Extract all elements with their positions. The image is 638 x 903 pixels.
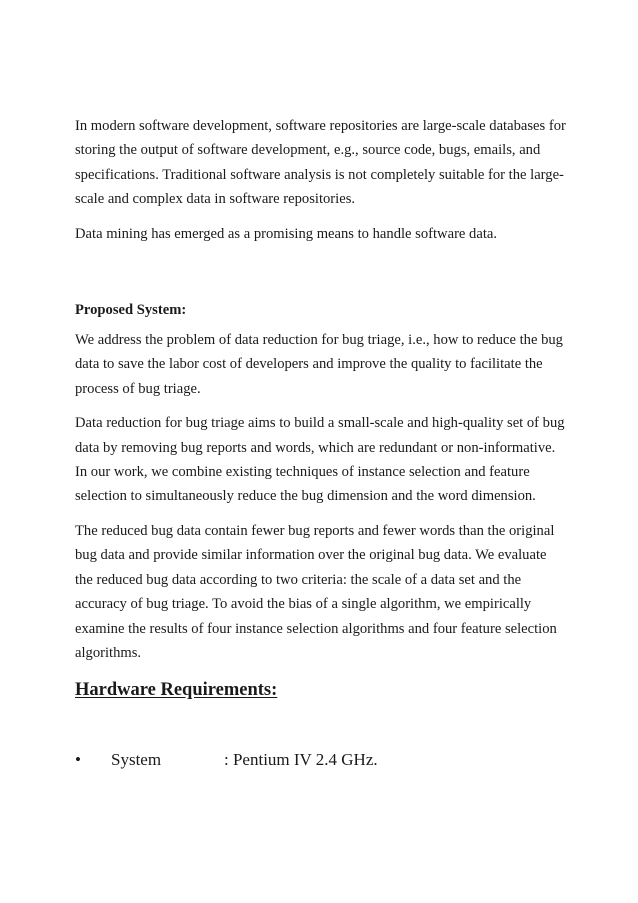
requirement-value: : Pentium IV 2.4 GHz. xyxy=(224,750,378,770)
proposed-system-heading: Proposed System: xyxy=(75,302,187,319)
section-spacer xyxy=(75,702,567,748)
requirement-label: System xyxy=(111,750,162,770)
intro-paragraph-2: Data mining has emerged as a promising means to handle software data. xyxy=(75,225,498,242)
proposed-system-paragraph-3: The reduced bug data contain fewer bug reports and fewer words than the original bug data and provide similar information over the original bug data. We evaluate the reduced bug data according to two criteria: the scale of a data set and the accuracy of bug triage. To avoid the bias of a single algorithm, we empirically examine the results of four instance selection algorithms and four feature selection algorithms. xyxy=(75,522,557,661)
bullet: • xyxy=(75,750,81,770)
requirement-row xyxy=(75,748,567,772)
hardware-requirements-heading: Hardware Requirements: xyxy=(75,680,278,701)
proposed-system-paragraph-2: Data reduction for bug triage aims to build a small-scale and high-quality set of bug data by removing bug reports and words, which are redundant or non-informative. In our work, we combine existing techniques of instance selection and feature selection to simultaneously reduce the bug dimension and the word dimension. xyxy=(75,415,565,505)
document-body xyxy=(75,114,567,772)
intro-paragraph-1: In modern software development, software repositories are large-scale databases for storing the output of software development, e.g., source code, bugs, emails, and specifications. Traditional software analysis is not completely suitable for the large-scale and complex data in software repositories. xyxy=(75,118,566,208)
proposed-system-paragraph-1: We address the problem of data reduction for bug triage, i.e., how to reduce the bug data to save the labor cost of developers and improve the quality to facilitate the process of bug triage. xyxy=(75,332,563,397)
section-spacer xyxy=(75,256,567,298)
